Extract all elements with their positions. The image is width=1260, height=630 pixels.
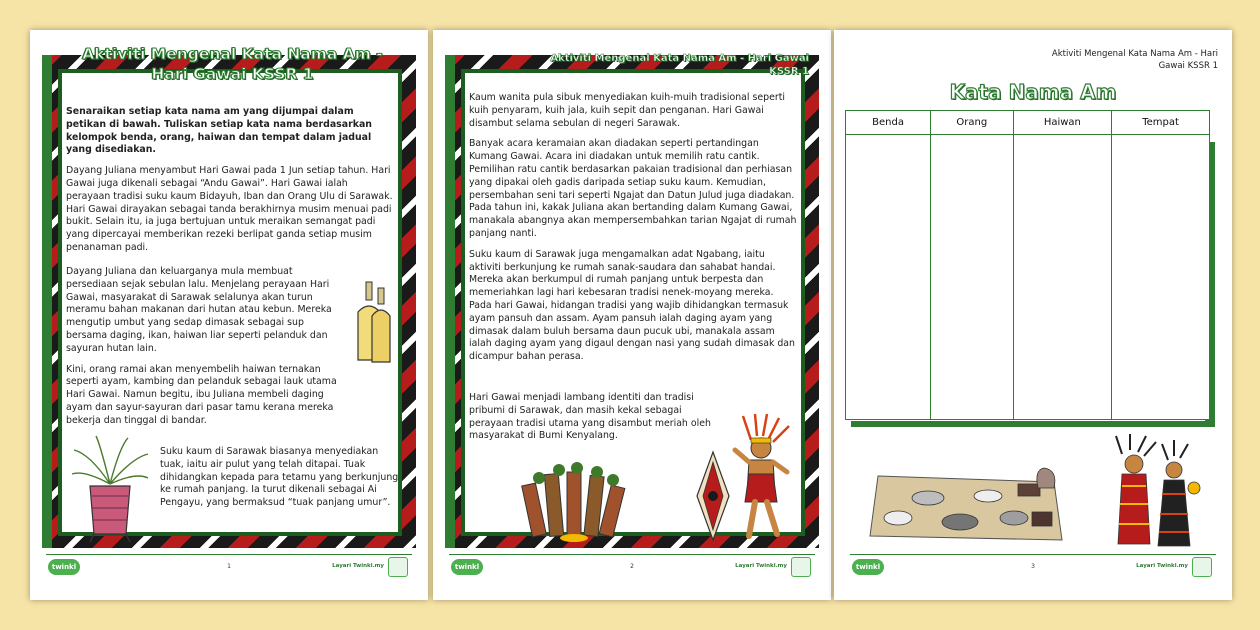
rice-basket-icon <box>70 434 150 544</box>
worksheet-page-2 <box>433 30 831 600</box>
tuak-bottles-icon <box>348 280 396 364</box>
twinkl-logo: twinkl <box>48 559 80 575</box>
page-number: 1 <box>227 563 231 570</box>
page-number: 2 <box>630 563 634 570</box>
passage-middle <box>66 266 344 436</box>
worksheet-page-1 <box>30 30 428 600</box>
shield-icon <box>695 450 731 542</box>
column-header: Haiwan <box>1013 111 1112 135</box>
paragraph: Dayang Juliana menyambut Hari Gawai pada 1 Jun setiap tahun. Hari Gawai juga dikenali sebagai “Andu Gawai”. Hari Gawai ialah perayaan tradisi suku kaum Bidayuh, Iban dan Orang Ulu di Sarawak. Hari Gawai dirayakan sebagai tanda berakhirnya musim menuai padi bukit. Selain itu, ia juga bertujuan untuk meraikan semangat padi yang dipercayai memberikan rezeki berlipat ganda setiap musim penanaman padi. <box>66 165 393 253</box>
passage <box>469 92 799 372</box>
answer-cell[interactable] <box>846 135 931 420</box>
site-link[interactable]: Layari Twinkl.my <box>332 563 384 569</box>
page-footer <box>449 554 815 582</box>
paragraph: Dayang Juliana dan keluarganya mula membuat persediaan sejak sebulan lalu. Menjelang perayaan Hari Gawai, masyarakat di Sarawak selalunya akan turun meramu bahan makanan dari hutan atau kebun. Mereka mengutip umbut yang sedap dimasak sebagai sup bersama daging, ikan, haiwan liar seperti pelanduk dan sayuran hutan lain. <box>66 266 332 354</box>
page-header <box>1048 48 1218 72</box>
traditional-costume-couple-icon <box>1102 434 1208 550</box>
paragraph: Hari Gawai menjadi lambang identiti dan tradisi pribumi di Sarawak, dan masih kekal sebagai perayaan tradisi utama yang disambut meriah oleh masyarakat di Bumi Kenyalang. <box>469 392 711 442</box>
table-shadow-bottom <box>851 421 1215 427</box>
page-title: Aktiviti Mengenal Kata Nama Am - Hari Gawai KSSR 1 <box>550 53 809 77</box>
paragraph: Banyak acara keramaian akan diadakan seperti pertandingan Kumang Gawai. Acara ini diadakan untuk memilih ratu cantik. Pemilihan ratu cantik berdasarkan pakaian tradisional dan perhiasan yang dipakai oleh gadis daripada setiap suku kaum. Kemudian, persembahan seni tari seperti Ngajat dan Datun Julud juga diadakan. Pada tahun ini, kakak Juliana akan bertanding dalam Kumang Gawai, manakala abangnya akan mempersembahkan tarian Ngajat di rumah panjang nanti. <box>469 138 797 239</box>
site-link[interactable]: Layari Twinkl.my <box>1136 563 1188 569</box>
paragraph: Senaraikan setiap kata nama am yang dijumpai dalam petikan di bawah. Tuliskan setiap kata nama berdasarkan kelompok benda, orang, haiwan dan tempat dalam jadual yang disediakan. <box>66 106 372 156</box>
noun-table <box>845 110 1210 420</box>
paragraph: Kini, orang ramai akan menyembelih haiwan ternakan seperti ayam, kambing dan pelanduk sebagai lauk utama Hari Gawai. Namun begitu, ibu Juliana membeli daging ayam dan sayur-sayuran dari pasar tamu kerana mereka bekerja dan tinggal di bandar. <box>66 363 337 426</box>
bamboo-pansuh-icon <box>519 462 629 542</box>
passage-end <box>160 446 400 518</box>
quality-badge-icon <box>388 557 408 577</box>
dancer-icon <box>731 414 795 544</box>
page-title: Aktiviti Mengenal Kata Nama Am - Hari Gawai KSSR 1 <box>82 45 383 83</box>
answer-cell[interactable] <box>931 135 1013 420</box>
food-spread-icon <box>868 462 1064 548</box>
border-accent <box>445 55 455 548</box>
quality-badge-icon <box>791 557 811 577</box>
answer-cell[interactable] <box>1112 135 1210 420</box>
quality-badge-icon <box>1192 557 1212 577</box>
border-accent <box>42 55 52 548</box>
column-header: Tempat <box>1112 111 1210 135</box>
column-header: Orang <box>931 111 1013 135</box>
site-link[interactable]: Layari Twinkl.my <box>735 563 787 569</box>
paragraph: Suku kaum di Sarawak juga mengamalkan adat Ngabang, iaitu aktiviti berkunjung ke rumah sanak-saudara dan sahabat handai. Mereka akan berkumpul di rumah panjang untuk berpesta dan memeriahkan lagi hari kebesaran tradisi nenek-moyang mereka. Pada hari Gawai, hidangan tradisi yang wajib dihidangkan termasuk ayam pansuh dan assam. Ayam pansuh ialah daging ayam yang dimasak dalam buluh bersama daun pucuk ubi, manakala assam ialah daging ayam yang digaul dengan nasi yang sudah dimasak dan dicampur bahan perasa. <box>469 248 795 363</box>
passage-end <box>469 392 719 451</box>
header-text: Aktiviti Mengenal Kata Nama Am - Hari Gawai KSSR 1 <box>1051 49 1218 71</box>
page-number: 3 <box>1031 563 1035 570</box>
column-header: Benda <box>846 111 931 135</box>
page-title: Kata Nama Am <box>949 80 1117 104</box>
page-footer <box>850 554 1216 582</box>
passage-intro <box>66 106 394 263</box>
answer-cell[interactable] <box>1013 135 1112 420</box>
paragraph: Kaum wanita pula sibuk menyediakan kuih-muih tradisional seperti kuih penyaram, kuih jala, kuih sepit dan penganan. Hari Gawai disambut selama sebulan di negeri Sarawak. <box>469 92 785 129</box>
twinkl-logo: twinkl <box>451 559 483 575</box>
paragraph: Suku kaum di Sarawak biasanya menyediakan tuak, iaitu air pulut yang telah ditapai. Tuak dihidangkan kepada para tetamu yang berkunjung ke rumah panjang. Ia turut dikenali sebagai Ai Pengayu, yang bermaksud “tuak panjang umur”. <box>160 446 399 509</box>
twinkl-logo: twinkl <box>852 559 884 575</box>
worksheet-page-3 <box>834 30 1232 600</box>
page-footer <box>46 554 412 582</box>
